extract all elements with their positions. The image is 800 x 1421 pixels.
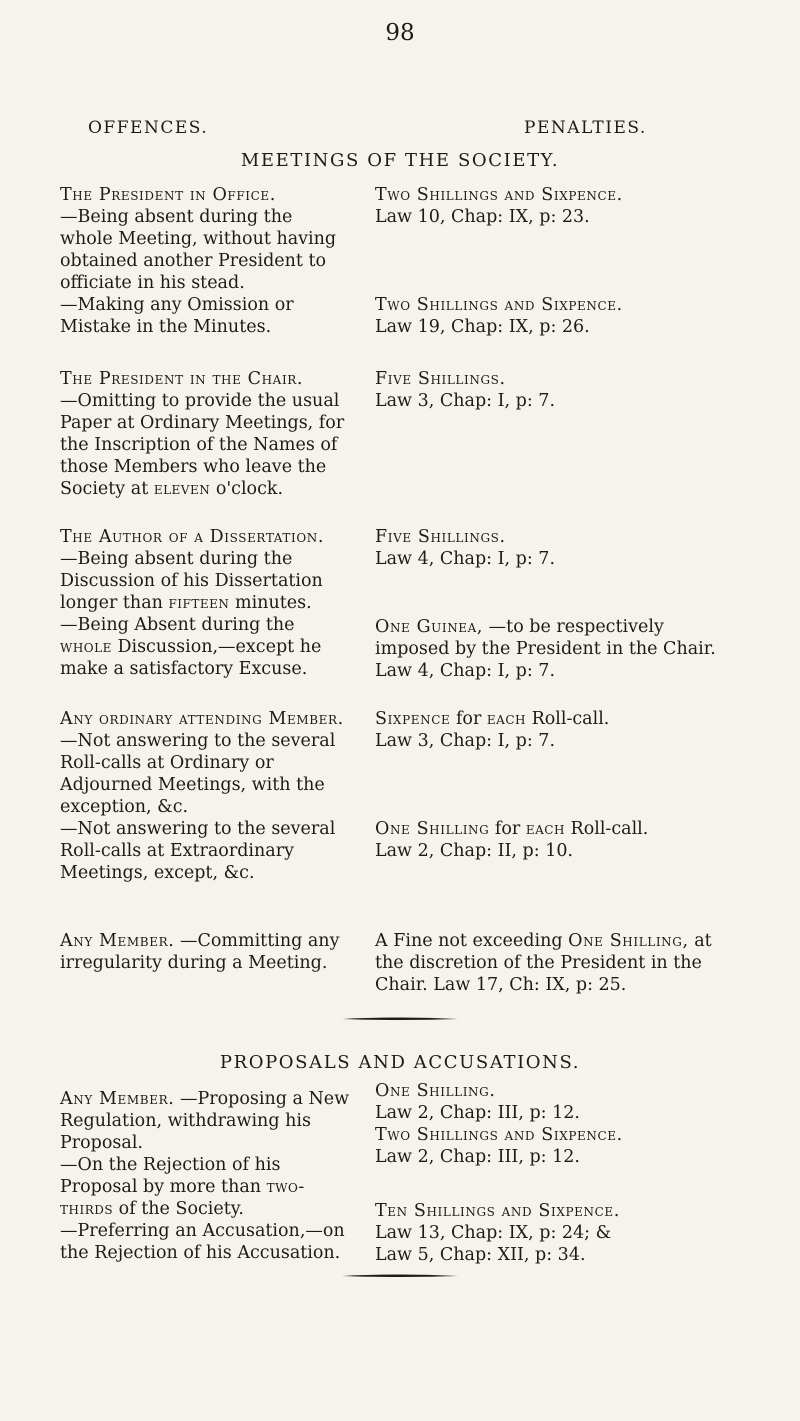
penalty-amount: Two Shillings and Sixpence. (375, 1125, 623, 1145)
penalty-amount: Sixpence (375, 709, 451, 729)
divider-stroke (342, 1275, 458, 1278)
offence-text: —Being absent during the whole Meeting, without having obtained another President to officiate in his stead. (60, 207, 337, 293)
offence-text: —Not answering to the several Roll-calls at Ordinary or Adjourned Meetings, with the exception, &c. (60, 731, 336, 817)
offence-proposal-member (60, 1088, 350, 1264)
offence-text: minutes. (234, 593, 312, 613)
penalty-amount: One Shilling. (375, 1081, 496, 1101)
penalty-emphasis: each (486, 709, 526, 729)
offence-text: —Omitting to provide the usual Paper at Ordinary Meetings, for the Inscription of the Names of those Members who leave the Society at (60, 391, 345, 499)
penalty-text: —to be respectively imposed by the President in the Chair. (375, 617, 716, 659)
offence-title: Any Member. (60, 931, 175, 951)
penalty-ref: Law 2, Chap: II, p: 10. (375, 841, 574, 861)
penalty-5 (375, 616, 735, 682)
offence-emphasis: whole (60, 637, 112, 657)
penalty-text: for (455, 709, 482, 729)
penalty-ref: Law 3, Chap: I, p: 7. (375, 391, 556, 411)
offence-ordinary-member (60, 708, 350, 884)
penalty-10 (375, 1124, 735, 1168)
offence-text: —Making any Omission or Mistake in the Minutes. (60, 295, 294, 337)
page-number: 98 (385, 20, 415, 46)
penalty-ref: Law 5, Chap: XII, p: 34. (375, 1245, 586, 1265)
offence-president-chair (60, 368, 350, 500)
offence-title: The President in Office. (60, 185, 276, 205)
section-heading-proposals: PROPOSALS AND ACCUSATIONS. (219, 1052, 581, 1073)
offence-title: Any Member. (60, 1089, 175, 1109)
penalty-amount: Two Shillings and Sixpence. (375, 185, 623, 205)
ornamental-divider (340, 1274, 460, 1278)
penalty-amount: One Guinea, (375, 617, 484, 637)
penalty-ref: Law 4, Chap: I, p: 7. (375, 549, 556, 569)
offence-title: Any ordinary attending Member. (60, 709, 344, 729)
penalty-amount: One Shilling (375, 819, 490, 839)
penalty-ref: Law 2, Chap: III, p: 12. (375, 1103, 580, 1123)
offence-title: The President in the Chair. (60, 369, 304, 389)
penalty-ref: Law 19, Chap: IX, p: 26. (375, 317, 590, 337)
offence-text: —Preferring an Accusation,—on the Rejection of his Accusation. (60, 1221, 345, 1263)
penalty-text: Roll-call. (570, 819, 649, 839)
offence-text: —Being Absent during the (60, 615, 295, 635)
penalty-text: for (494, 819, 521, 839)
offences-header: OFFENCES. (88, 118, 209, 138)
divider-stroke (342, 1018, 458, 1021)
section-heading-meetings: MEETINGS OF THE SOCIETY. (240, 150, 560, 171)
offence-emphasis: two-thirds (60, 1177, 305, 1219)
penalty-6 (375, 708, 735, 752)
penalty-7 (375, 818, 735, 862)
offence-text: —Not answering to the several Roll-calls at Extraordinary Meetings, except, &c. (60, 819, 336, 883)
penalty-amount: Ten Shillings and Sixpence. (375, 1201, 620, 1221)
penalty-4 (375, 526, 735, 570)
offence-any-member (60, 930, 350, 974)
penalty-ref: Law 13, Chap: IX, p: 24; & (375, 1223, 612, 1243)
penalty-amount: Five Shillings. (375, 527, 506, 547)
offence-president-office (60, 184, 350, 338)
penalty-text: Roll-call. (531, 709, 610, 729)
offence-text: of the Society. (118, 1199, 244, 1219)
penalty-amount: One Shilling, (568, 931, 689, 951)
penalty-text: A Fine not exceeding (375, 931, 563, 951)
penalty-ref: Law 4, Chap: I, p: 7. (375, 661, 556, 681)
penalty-9 (375, 1080, 735, 1124)
penalty-1 (375, 184, 735, 228)
offence-text: —Committing any irregularity during a Meeting. (60, 931, 340, 973)
penalty-2 (375, 294, 735, 338)
offence-text: o'clock. (215, 479, 284, 499)
penalties-header: PENALTIES. (524, 118, 647, 138)
penalty-11 (375, 1200, 735, 1266)
offence-text: —Proposing a New Regulation, withdrawing his Proposal. (60, 1089, 350, 1153)
penalty-ref: Law 10, Chap: IX, p: 23. (375, 207, 590, 227)
penalty-ref: Law 3, Chap: I, p: 7. (375, 731, 556, 751)
offence-text: Discussion,—except he make a satisfactory Excuse. (60, 637, 322, 679)
offence-title: The Author of a Dissertation. (60, 527, 325, 547)
penalty-amount: Five Shillings. (375, 369, 506, 389)
penalty-ref: Law 2, Chap: III, p: 12. (375, 1147, 580, 1167)
penalty-3 (375, 368, 735, 412)
penalty-amount: Two Shillings and Sixpence. (375, 295, 623, 315)
offence-emphasis: fifteen (168, 593, 230, 613)
penalty-emphasis: each (525, 819, 565, 839)
offence-text: —Being absent during the Discussion of his Dissertation longer than (60, 549, 323, 613)
penalty-text: at the discretion of the President in the Chair. Law 17, Ch: IX, p: 25. (375, 931, 712, 995)
ornamental-divider (340, 1017, 460, 1021)
offence-text: —On the Rejection of his Proposal by more than (60, 1155, 281, 1197)
penalty-8 (375, 930, 735, 996)
offence-emphasis: eleven (153, 479, 211, 499)
offence-author (60, 526, 350, 680)
